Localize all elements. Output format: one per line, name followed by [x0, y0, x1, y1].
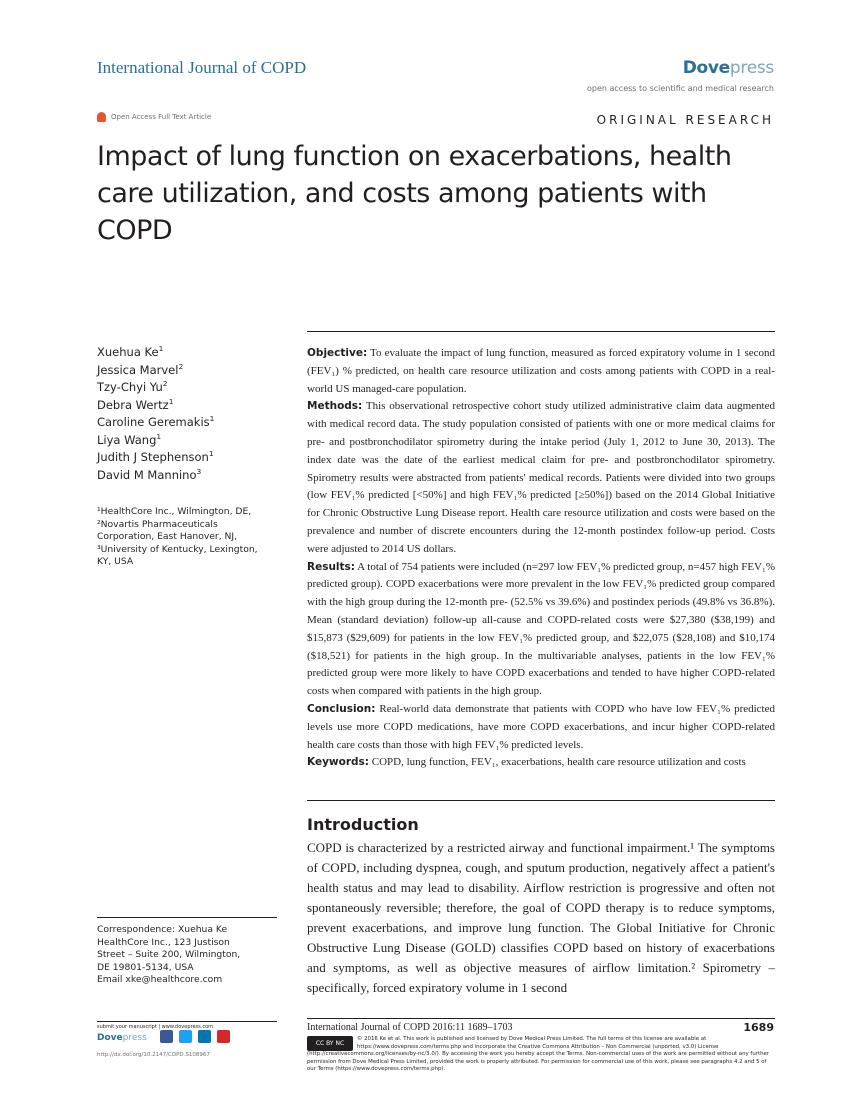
submit-manuscript[interactable] — [97, 1021, 277, 1030]
correspondence-line: Street – Suite 200, Wilmington, — [97, 949, 241, 961]
introduction-heading: Introduction — [307, 815, 419, 834]
author: Debra Wertz$^1$ — [97, 396, 174, 412]
publisher-tagline: open access to scientific and medical research — [587, 84, 774, 93]
submit-manuscript-label: submit your manuscript | www.dovepress.com — [97, 1024, 213, 1030]
abstract-objective: Objective: To evaluate the impact of lung function, measured as forced expiratory volume in 1 second (FEV₁) % predicted, on health care resource utilization and costs among patients with COPD in a real-world US managed-care population. — [307, 347, 775, 395]
author: David M Mannino$^3$ — [97, 466, 202, 482]
open-access-label: Open Access Full Text Article — [111, 113, 212, 121]
correspondence-line: Correspondence: Xuehua Ke — [97, 924, 228, 935]
facebook-icon[interactable] — [160, 1030, 173, 1043]
footer-divider — [307, 1018, 775, 1019]
journal-name: International Journal of COPD — [97, 58, 307, 77]
linkedin-icon[interactable] — [198, 1030, 211, 1043]
abstract-keywords: Keywords: COPD, lung function, FEV₁, exacerbations, health care resource utilization and costs — [307, 756, 746, 769]
article-title: Impact of lung function on exacerbations, health care utilization, and costs among patients with COPD — [97, 141, 732, 246]
author: Liya Wang$^1$ — [97, 431, 162, 447]
correspondence-line: HealthCore Inc., 123 Justison — [97, 936, 230, 948]
correspondence-divider — [97, 917, 277, 918]
introduction-text: COPD is characterized by a restricted airway and functional impairment.¹ The symptoms of COPD, including dyspnea, cough, and sputum production, negatively affect a patient's health status and may lead to disability. Airflow restriction is progressive and often not spontaneously reversible; therefore, the goal of COPD therapy is to reduce symptoms, prevent exacerbations, and improve lung function. The Global Initiative for Chronic Obstructive Lung Disease (GOLD) classifies COPD based on history of exacerbations and symptoms, as well as objective measures of airflow limitation.² Spirometry – specifically, forced expiratory volume in 1 second — [307, 840, 775, 995]
correspondence — [97, 924, 267, 987]
author: Jessica Marvel$^2$ — [97, 361, 184, 377]
author: Caroline Geremakis$^1$ — [97, 414, 215, 429]
cc-license-icon[interactable]: CC BY NC — [307, 1036, 353, 1051]
citation: International Journal of COPD 2016:11 1689–1703 — [307, 1022, 513, 1033]
doi-link[interactable]: http://dx.doi.org/10.2147/COPD.S108967 — [97, 1052, 210, 1058]
abstract-top-divider — [307, 331, 775, 332]
author-list — [97, 344, 287, 484]
affiliations: ¹HealthCore Inc., Wilmington, DE, ²Novartis Pharmaceuticals Corporation, East Hanover, NJ, ³University of Kentucky, Lexington, KY, USA — [97, 506, 258, 568]
footer-logo-bold: Dove — [97, 1033, 123, 1043]
license-body: © 2016 Ke et al. This work is published and licensed by Dove Medical Press Limited. The full terms of this license are available at https://www.dovepress.com/terms.php and incorporate the Creative Commons Attribution – Non Commercial (unported, v3.0) License (http://creativecommons.org/licenses/by-nc/3.0/). By accessing the work you hereby accept the Terms. Non-commercial uses of the work are permitted without any further permission from Dove Medical Press Limited, provided the work is properly attributed. For permission for commercial use of this work, please see paragraphs 4.2 and 5 of our Terms (https://www.dovepress.com/terms.php). — [307, 1036, 770, 1073]
correspondence-email[interactable]: Email xke@healthcore.com — [97, 974, 223, 986]
page-number: 1689 — [743, 1021, 774, 1034]
publisher-logo[interactable] — [683, 58, 774, 78]
abstract-methods: Methods: This observational retrospective cohort study utilized administrative claim data augmented with medical record data. The study population consisted of patients with one or more medical claims for pre- and postbronchodilator spirometry during the intake period (July 1, 2012 to June 30, 2013). The index date was the date of the earliest medical claim for pre- and postbronchodilator spirometry. Spirometry results were abstracted from patients' medical records. Patients were divided into two groups (low FEV₁% predicted [<50%] and high FEV₁% predicted [≥50%]) based on the 2014 Global Initiative for Chronic Obstructive Lung Disease report. Health care resource utilization and costs were based on the prevalence and number of discrete encounters during the 12-month postindex follow-up period. Costs were adjusted to 2014 US dollars. — [307, 400, 775, 555]
abstract-bottom-divider — [307, 800, 775, 801]
footer-publisher-logo[interactable] — [97, 1033, 147, 1043]
open-access-lock-icon — [97, 112, 106, 122]
abstract-results: Results: A total of 754 patients were included (n=297 low FEV₁% predicted group, n=457 high FEV₁% predicted group). COPD exacerbations were more prevalent in the low FEV₁% predicted group compared with the high group during the 12-month pre- (52.5% vs 39.6%) and postindex periods (49.8% vs 36.8%). Mean (standard deviation) follow-up all-cause and COPD-related costs were $27,380 ($38,199) and $15,873 ($29,609) for patients in the low FEV₁% predicted group, and $22,075 ($28,108) and $10,174 ($18,521) for patients in the high group. In the multivariable analyses, patients in the low FEV₁% predicted group were more likely to have COPD exacerbations and tended to have higher COPD-related costs when compared with patients in the high group. — [307, 560, 775, 698]
youtube-icon[interactable] — [217, 1030, 230, 1043]
abstract-conclusion: Conclusion: Real-world data demonstrate that patients with COPD who have low FEV₁% predicted levels use more COPD medications, have more COPD exacerbations, and incur higher COPD-related health care costs than those with high FEV₁% predicted levels. — [307, 702, 775, 751]
article-type: ORIGINAL RESEARCH — [596, 113, 774, 127]
license-text — [307, 1036, 775, 1074]
social-links — [160, 1030, 230, 1043]
author: Judith J Stephenson$^1$ — [97, 449, 214, 464]
twitter-icon[interactable] — [179, 1030, 192, 1043]
publisher-logo-bold: Dove — [682, 58, 730, 78]
publisher-logo-light: press — [729, 58, 774, 78]
correspondence-line: DE 19801-5134, USA — [97, 961, 194, 973]
abstract — [307, 345, 775, 772]
open-access-badge — [97, 112, 211, 122]
author: Tzy-Chyi Yu$^2$ — [97, 379, 168, 394]
author: Xuehua Ke$^1$ — [97, 344, 164, 359]
footer-logo-light: press — [122, 1033, 147, 1043]
